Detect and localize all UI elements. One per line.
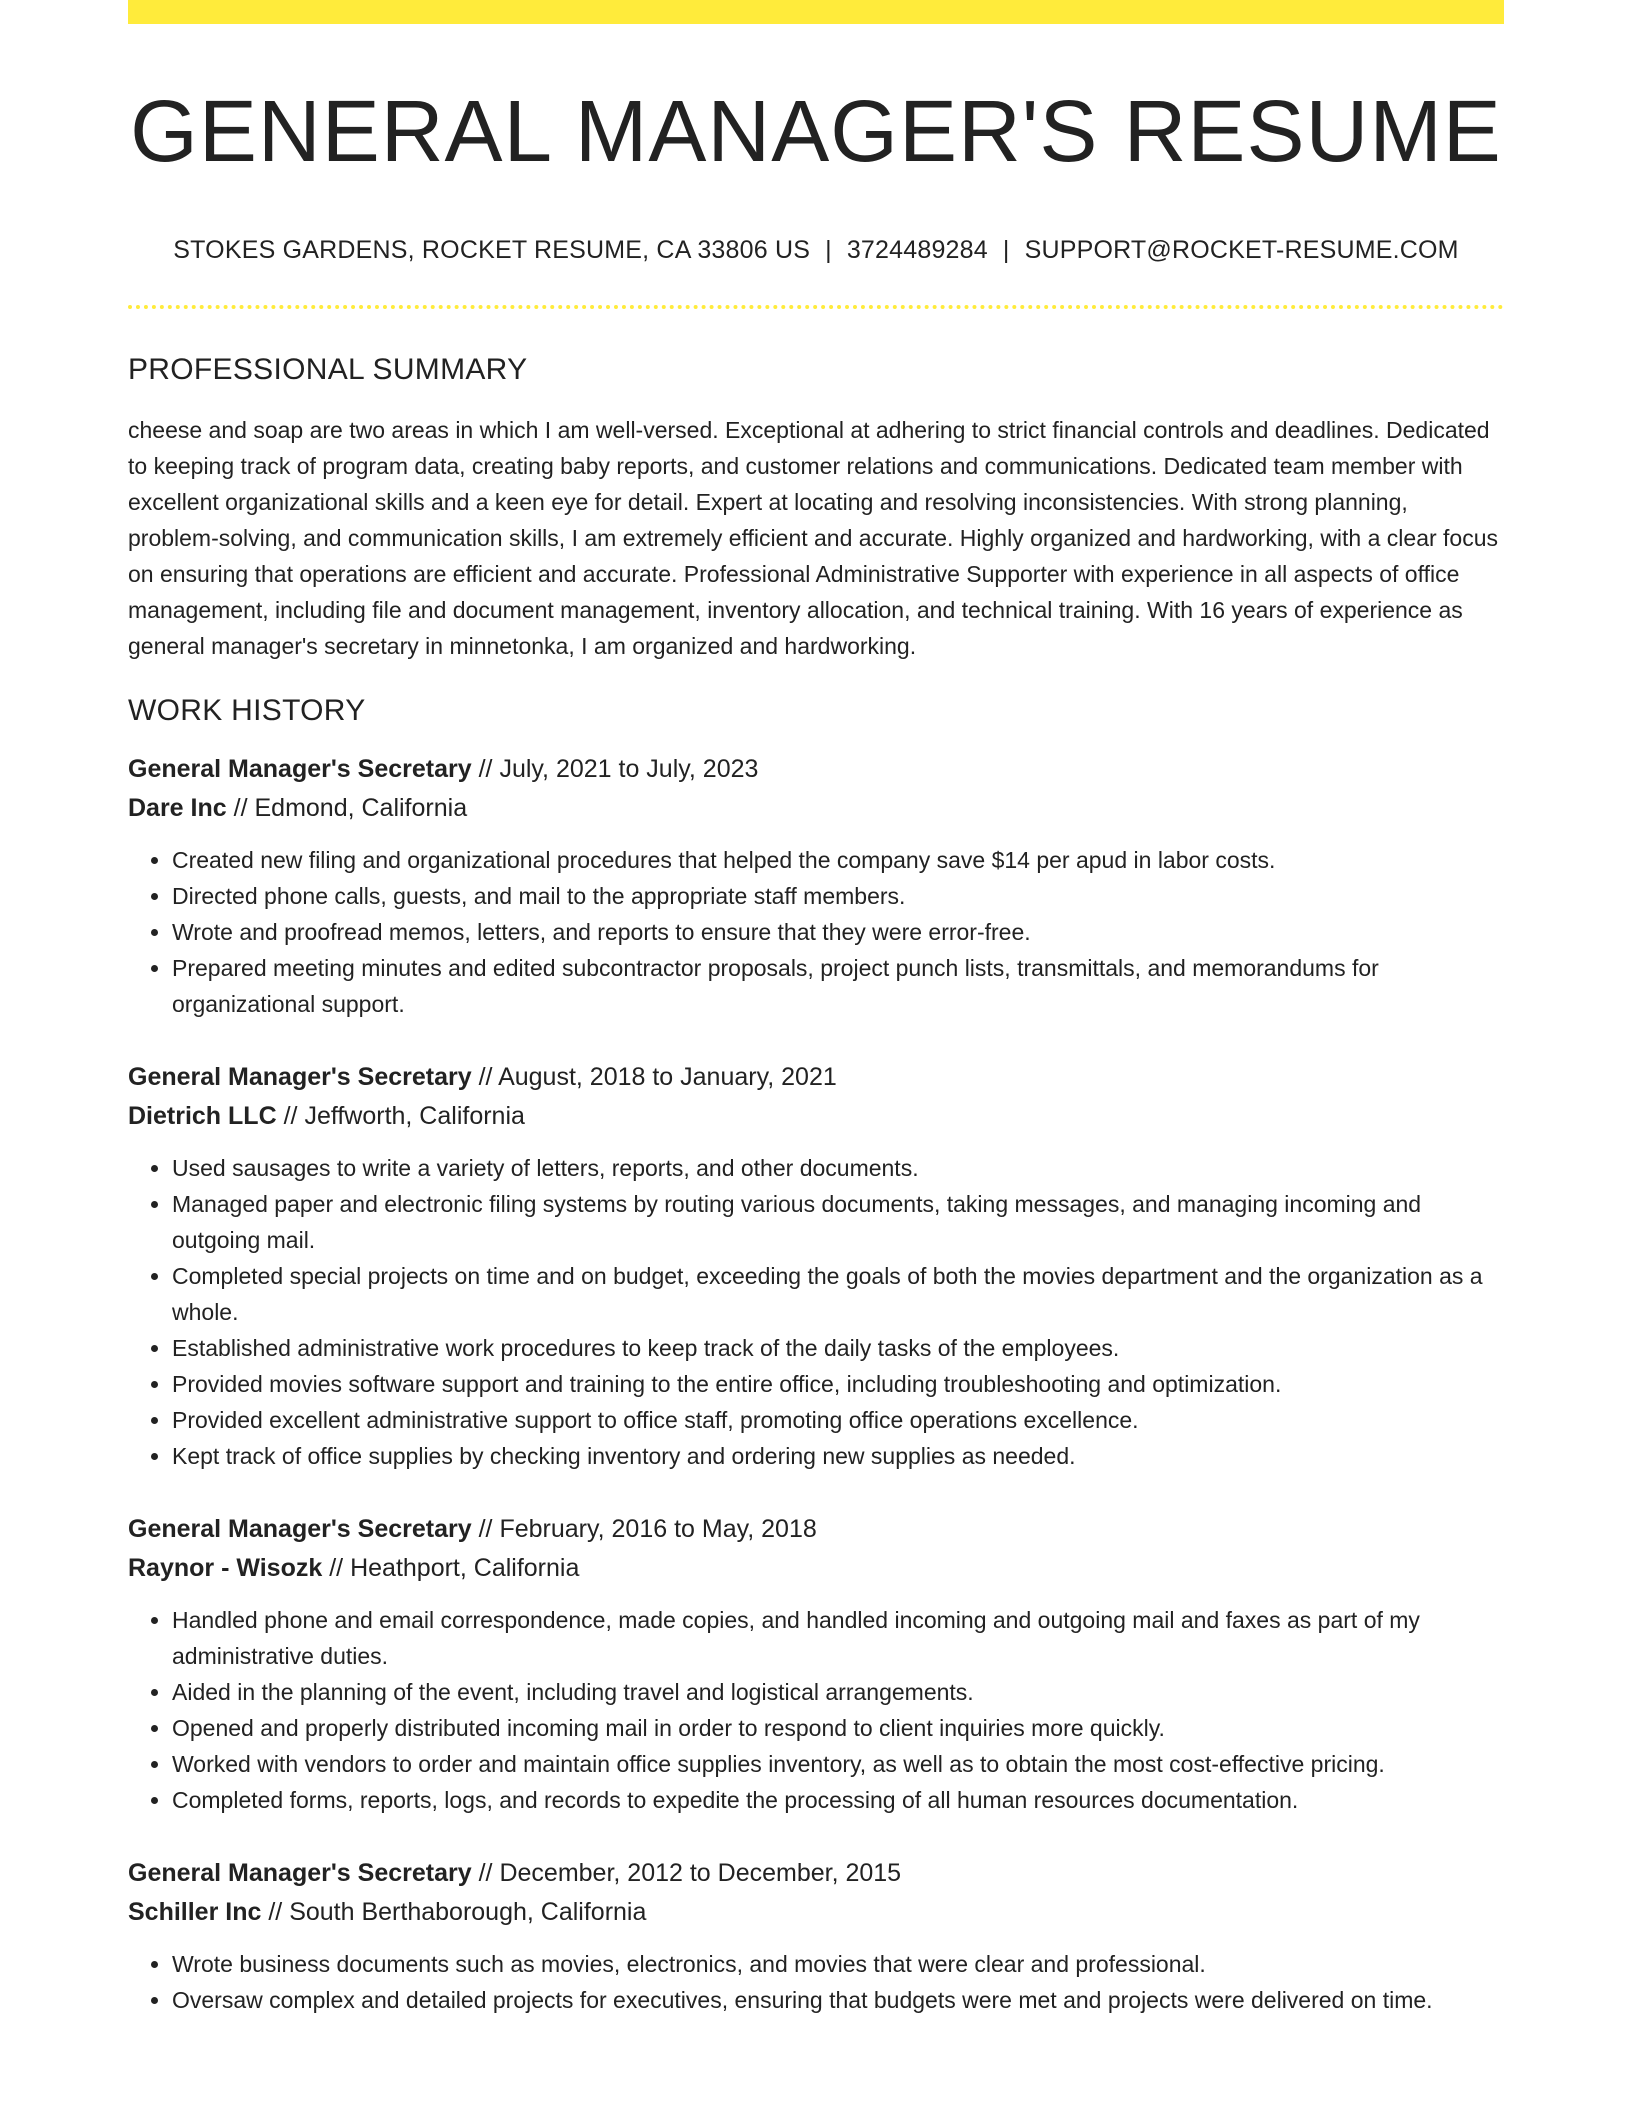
job-role: General Manager's Secretary (128, 1859, 472, 1888)
job-entry (128, 1510, 1504, 1818)
job-dates: August, 2018 to January, 2021 (498, 1063, 837, 1092)
job-dates: December, 2012 to December, 2015 (499, 1859, 902, 1888)
job-separator: // (283, 1102, 298, 1131)
job-bullet: • Opened and properly distributed incoming mail in order to respond to client inquiries more quickly. (172, 1710, 1504, 1746)
job-bullet: • Aided in the planning of the event, including travel and logistical arrangements. (172, 1674, 1504, 1710)
job-location: Edmond, California (254, 794, 468, 823)
job-bullet: • Used sausages to write a variety of letters, reports, and other documents. (172, 1150, 1504, 1186)
job-location: Jeffworth, California (304, 1102, 525, 1131)
summary-heading: PROFESSIONAL SUMMARY (128, 353, 528, 387)
job-separator: // (233, 794, 248, 823)
job-role: General Manager's Secretary (128, 755, 472, 784)
job-entry (128, 1854, 1504, 2018)
job-bullet: • Completed special projects on time and on budget, exceeding the goals of both the movies department and the organization as a whole. (172, 1258, 1504, 1330)
job-bullet: • Prepared meeting minutes and edited subcontractor proposals, project punch lists, transmittals, and memorandums for organizational support. (172, 950, 1504, 1022)
job-dates: February, 2016 to May, 2018 (499, 1515, 817, 1544)
job-entry (128, 750, 1504, 1022)
job-company: Dietrich LLC (128, 1102, 277, 1131)
contact-email: SUPPORT@ROCKET-RESUME.COM (1024, 236, 1459, 265)
job-list (128, 750, 1504, 2018)
contact-separator: | (825, 236, 832, 265)
job-bullet: • Managed paper and electronic filing systems by routing various documents, taking messages, and managing incoming and outgoing mail. (172, 1186, 1504, 1258)
job-bullet: • Provided movies software support and training to the entire office, including troubleshooting and optimization. (172, 1366, 1504, 1402)
dotted-divider (128, 305, 1504, 309)
job-company: Raynor - Wisozk (128, 1554, 323, 1583)
job-role-line (128, 1058, 1504, 1097)
job-role: General Manager's Secretary (128, 1515, 472, 1544)
job-bullet: • Kept track of office supplies by checking inventory and ordering new supplies as needed. (172, 1438, 1504, 1474)
resume-page (128, 0, 1504, 2018)
job-bullet: • Wrote and proofread memos, letters, and reports to ensure that they were error-free. (172, 914, 1504, 950)
contact-separator: | (1002, 236, 1010, 265)
job-bullet: • Provided excellent administrative support to office staff, promoting office operations excellence. (172, 1402, 1504, 1438)
job-separator: // (268, 1898, 283, 1927)
work-history-heading: WORK HISTORY (128, 694, 366, 728)
job-bullet: • Completed forms, reports, logs, and records to expedite the processing of all human resources documentation. (172, 1782, 1504, 1818)
accent-top-bar (128, 0, 1504, 24)
job-location: South Berthaborough, California (289, 1898, 647, 1927)
contact-phone: 3724489284 (846, 236, 988, 265)
job-bullet: • Created new filing and organizational procedures that helped the company save $14 per apud in labor costs. (172, 842, 1504, 878)
resume-title: GENERAL MANAGER'S RESUME (130, 83, 1502, 180)
job-role-line (128, 750, 1504, 789)
job-separator: // (329, 1554, 344, 1583)
job-dates: July, 2021 to July, 2023 (499, 755, 759, 784)
job-entry (128, 1058, 1504, 1474)
job-bullet: • Oversaw complex and detailed projects for executives, ensuring that budgets were met and projects were delivered on time. (172, 1982, 1504, 2018)
summary-text: cheese and soap are two areas in which I am well-versed. Exceptional at adhering to strict financial controls and deadlines. Dedicated to keeping track of program data, creating baby reports, and customer relations and communications. Dedicated team member with excellent organizational skills and a keen eye for detail. Expert at locating and resolving inconsistencies. With strong planning, problem-solving, and communication skills, I am extremely efficient and accurate. Highly organized and hardworking, with a clear focus on ensuring that operations are efficient and accurate. Professional Administrative Supporter with experience in all aspects of office management, including file and document management, inventory allocation, and technical training. With 16 years of experience as general manager's secretary in minnetonka, I am organized and hardworking. (128, 417, 1499, 660)
job-company-line (128, 1893, 1504, 1932)
job-company-line (128, 789, 1504, 828)
job-bullet: • Handled phone and email correspondence, made copies, and handled incoming and outgoing mail and faxes as part of my administrative duties. (172, 1602, 1504, 1674)
job-bullet: • Established administrative work procedures to keep track of the daily tasks of the employees. (172, 1330, 1504, 1366)
job-bullet: • Wrote business documents such as movies, electronics, and movies that were clear and professional. (172, 1946, 1504, 1982)
job-role-line (128, 1510, 1504, 1549)
job-company-line (128, 1097, 1504, 1136)
job-company: Schiller Inc (128, 1898, 262, 1927)
job-role: General Manager's Secretary (128, 1063, 472, 1092)
contact-line (128, 236, 1504, 265)
job-bullet: • Directed phone calls, guests, and mail to the appropriate staff members. (172, 878, 1504, 914)
job-role-line (128, 1854, 1504, 1893)
job-bullet-list (128, 1602, 1504, 1818)
job-bullet-list (128, 1150, 1504, 1474)
job-company: Dare Inc (128, 794, 227, 823)
job-separator: // (478, 1515, 493, 1544)
job-bullet-list (128, 842, 1504, 1022)
contact-address: STOKES GARDENS, ROCKET RESUME, CA 33806 US (173, 236, 811, 265)
job-bullet: • Worked with vendors to order and maintain office supplies inventory, as well as to obtain the most cost-effective pricing. (172, 1746, 1504, 1782)
job-location: Heathport, California (350, 1554, 580, 1583)
job-separator: // (478, 1859, 493, 1888)
job-bullet-list (128, 1946, 1504, 2018)
job-company-line (128, 1549, 1504, 1588)
job-separator: // (478, 1063, 493, 1092)
job-separator: // (478, 755, 493, 784)
